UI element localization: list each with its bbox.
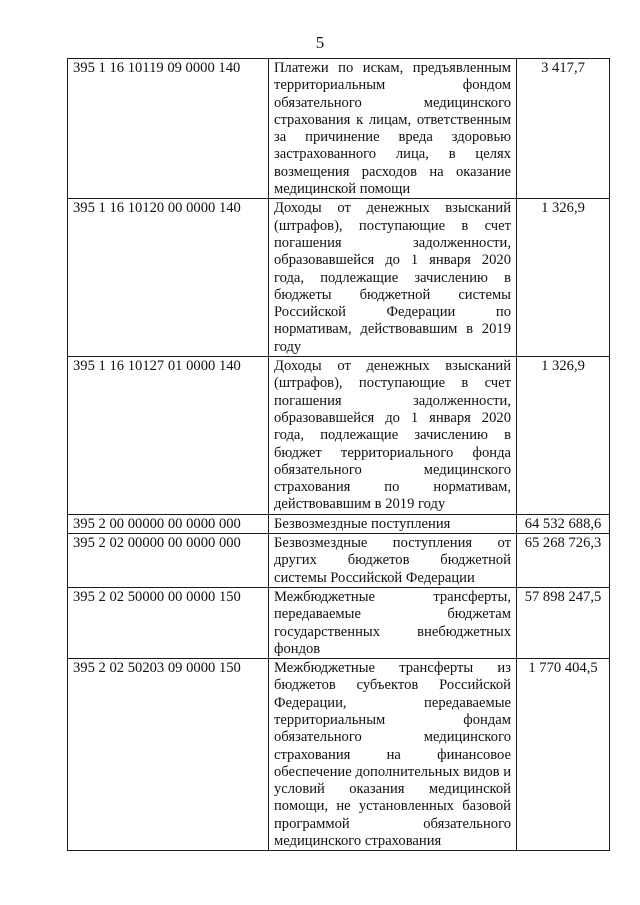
amount-cell: 1 770 404,5 [517, 659, 610, 851]
revenue-description-cell: Доходы от денежных взысканий (штрафов), поступающие в счет погашения задолженности, образовавшейся до 1 января 2020 года, подлежащие зачислению в бюджеты бюджетной системы Российской Федерации по нормативам, действовавшим в 2019 году [269, 199, 517, 357]
table-row [68, 514, 610, 533]
amount-cell: 1 326,9 [517, 199, 610, 357]
budget-code-cell: 395 2 02 50203 09 0000 150 [68, 659, 269, 851]
table-row [68, 59, 610, 199]
revenue-description-cell: Платежи по искам, предъявленным территориальным фондом обязательного медицинского страхования к лицам, ответственным за причинение вреда здоровью застрахованного лица, в целях возмещения расходов на оказание медицинской помощи [269, 59, 517, 199]
revenue-description-cell: Межбюджетные трансферты, передаваемые бюджетам государственных внебюджетных фондов [269, 587, 517, 658]
table-row [68, 587, 610, 658]
amount-cell: 64 532 688,6 [517, 514, 610, 533]
amount-cell: 57 898 247,5 [517, 587, 610, 658]
budget-code-cell: 395 2 02 00000 00 0000 000 [68, 534, 269, 588]
amount-cell: 1 326,9 [517, 357, 610, 515]
table-row [68, 357, 610, 515]
revenue-description-cell: Межбюджетные трансферты из бюджетов субъектов Российской Федерации, передаваемые территориальным фондам обязательного медицинского страхования на финансовое обеспечение дополнительных видов и условий оказания медицинской помощи, не установленных базовой программой обязательного медицинского страхования [269, 659, 517, 851]
table-row [68, 534, 610, 588]
budget-code-cell: 395 1 16 10119 09 0000 140 [68, 59, 269, 199]
revenue-description-cell: Безвозмездные поступления [269, 514, 517, 533]
amount-cell: 3 417,7 [517, 59, 610, 199]
budget-code-cell: 395 1 16 10127 01 0000 140 [68, 357, 269, 515]
amount-cell: 65 268 726,3 [517, 534, 610, 588]
revenue-description-cell: Доходы от денежных взысканий (штрафов), поступающие в счет погашения задолженности, образовавшейся до 1 января 2020 года, подлежащие зачислению в бюджет территориального фонда обязательного медицинского страхования по нормативам, действовавшим в 2019 году [269, 357, 517, 515]
budget-code-cell: 395 2 00 00000 00 0000 000 [68, 514, 269, 533]
page-number: 5 [315, 33, 325, 52]
budget-code-cell: 395 1 16 10120 00 0000 140 [68, 199, 269, 357]
revenue-description-cell: Безвозмездные поступления от других бюджетов бюджетной системы Российской Федерации [269, 534, 517, 588]
table-row [68, 659, 610, 851]
table-row [68, 199, 610, 357]
budget-code-cell: 395 2 02 50000 00 0000 150 [68, 587, 269, 658]
budget-revenue-table [67, 58, 610, 851]
